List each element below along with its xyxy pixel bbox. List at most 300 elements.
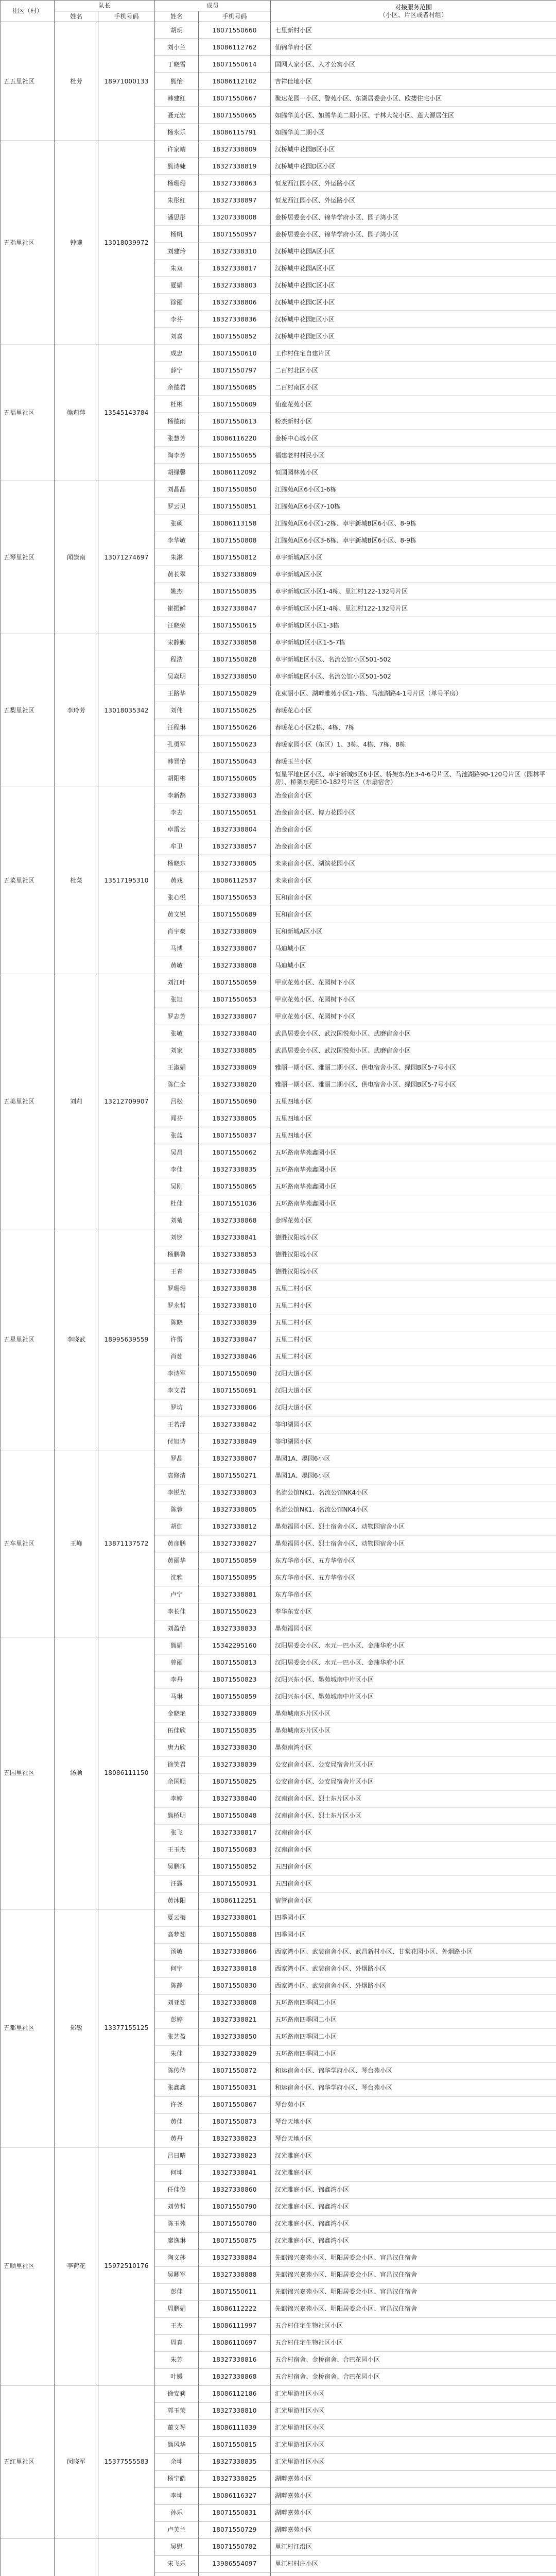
captain-phone xyxy=(98,2538,155,2576)
service-scope: 汉阳居委会小区、水元一巴小区、金蒲华府小区 xyxy=(271,1637,556,1654)
member-name: 牟卫 xyxy=(155,838,199,855)
service-scope: 五合村宿舍、金桥宿舍、合巴花园小区 xyxy=(271,2368,556,2385)
service-scope: 如腾华美二期小区 xyxy=(271,124,556,141)
service-scope: 五合村宿舍、金桥宿舍、合巴花园小区 xyxy=(271,2351,556,2368)
service-scope: 汇光里游社区小区 xyxy=(271,2436,556,2453)
service-scope: 汉光雅庭小区、锦鑫湾小区 xyxy=(271,2181,556,2198)
member-phone: 18327338829 xyxy=(199,2045,271,2062)
member-name: 马琳 xyxy=(155,1688,199,1705)
member-name: 熊怡 xyxy=(155,73,199,90)
member-name: 张艺盈 xyxy=(155,2028,199,2045)
member-name: 许家靖 xyxy=(155,141,199,158)
captain-name: 闵晓军 xyxy=(55,2385,98,2538)
captain-phone: 13377155125 xyxy=(98,1909,155,2147)
member-name: 吴焱明 xyxy=(155,668,199,685)
header-captain-name: 姓名 xyxy=(55,11,98,22)
captain-name: 郑敏 xyxy=(55,1909,98,2147)
member-name: 刘铭 xyxy=(155,1229,199,1246)
member-name: 成忠 xyxy=(155,345,199,362)
member-phone: 18327338850 xyxy=(199,2028,271,2045)
service-scope: 公安宿舍小区、公安局宿舍片区小区 xyxy=(271,1773,556,1790)
member-name: 陶李芳 xyxy=(155,447,199,464)
service-scope: 冶金宿舍小区 xyxy=(271,838,556,855)
table-row xyxy=(1,1909,556,1926)
member-phone: 18327338808 xyxy=(199,1994,271,2011)
member-phone: 18071550780 xyxy=(199,2215,271,2232)
service-scope: 冶金宿舍小区 xyxy=(271,787,556,804)
community-name: 五车里社区 xyxy=(1,1450,55,1637)
member-name: 张心悦 xyxy=(155,889,199,906)
service-scope: 汉南宿舍小区 xyxy=(271,1841,556,1858)
member-name: 张慧芳 xyxy=(155,430,199,447)
community-name: 五梨里社区 xyxy=(1,634,55,787)
member-name: 任佳俊 xyxy=(155,2181,199,2198)
service-scope: 汉桥城中花园D区小区 xyxy=(271,158,556,175)
table-row xyxy=(1,787,556,804)
service-scope: 聚达花园一小区、警苑小区、东湖居委会小区、欧搂住宅小区 xyxy=(271,90,556,107)
service-scope: 汉桥城中花园A区小区 xyxy=(271,243,556,260)
member-phone: 18327338809 xyxy=(199,141,271,158)
member-name: 袁修清 xyxy=(155,1467,199,1484)
service-scope: 湖畔嘉苑小区 xyxy=(271,2470,556,2487)
table-row xyxy=(1,2538,556,2555)
member-phone: 18071550659 xyxy=(199,974,271,991)
member-name: 徐丽 xyxy=(155,294,199,311)
member-name: 韩晋怡 xyxy=(155,753,199,770)
service-scope: 墨苑福园小区、烈士宿舍小区、动物园宿舍小区 xyxy=(271,1535,556,1552)
member-phone: 18327338809 xyxy=(199,566,271,583)
member-name: 卢芙兰 xyxy=(155,2521,199,2538)
member-phone: 18327338839 xyxy=(199,1314,271,1331)
member-name: 黄沐阳 xyxy=(155,1892,199,1909)
member-name: 熊诗婕 xyxy=(155,158,199,175)
member-name: 吴鹏珏 xyxy=(155,1858,199,1875)
member-name xyxy=(155,2572,199,2576)
member-name: 吕日晴 xyxy=(155,2147,199,2164)
member-name: 卓雷云 xyxy=(155,821,199,838)
member-name: 韩建红 xyxy=(155,90,199,107)
service-scope: 瓦和新城A区小区 xyxy=(271,923,556,940)
member-phone: 18071550623 xyxy=(199,1603,271,1620)
service-scope: 汉阳居委会小区、水元一巴小区、金蒲华府小区 xyxy=(271,1654,556,1671)
member-phone: 18327338809 xyxy=(199,1059,271,1076)
member-phone: 18071550651 xyxy=(199,804,271,821)
member-phone: 18327338803 xyxy=(199,1484,271,1501)
member-name: 李丹 xyxy=(155,1671,199,1688)
table-row xyxy=(1,481,556,498)
member-phone: 18071550812 xyxy=(199,549,271,566)
member-phone: 18071550828 xyxy=(199,651,271,668)
member-phone: 18327338845 xyxy=(199,1263,271,1280)
service-scope: 湖畔嘉苑小区 xyxy=(271,2487,556,2504)
member-phone: 18071550865 xyxy=(199,1178,271,1195)
captain-name xyxy=(55,2538,98,2576)
member-name: 罗永哲 xyxy=(155,1297,199,1314)
member-phone: 18071550667 xyxy=(199,90,271,107)
service-scope: 琴台天地小区 xyxy=(271,2130,556,2147)
service-scope: 墨苑南湾小区 xyxy=(271,1739,556,1756)
member-name: 唐力欣 xyxy=(155,1739,199,1756)
member-name: 汪程琳 xyxy=(155,719,199,736)
service-scope: 七里新村小区 xyxy=(271,22,556,39)
member-phone: 18327338850 xyxy=(199,668,271,685)
member-phone: 18071550888 xyxy=(199,1926,271,1943)
member-name: 杜彬 xyxy=(155,396,199,413)
member-name: 胡绿馨 xyxy=(155,464,199,481)
member-phone: 18071550813 xyxy=(199,1654,271,1671)
service-scope: 雅丽一期小区、雅丽二期小区、供电宿舍小区、绿园B区5-7号小区 xyxy=(271,1059,556,1076)
member-phone: 18327338884 xyxy=(199,2249,271,2266)
service-scope: 江腾苑A区6小区1-6栋 xyxy=(271,481,556,498)
member-name: 陈晓 xyxy=(155,1314,199,1331)
service-scope: 江腾苑A区6小区3-6栋、卓宇新城B区6小区、8-9栋 xyxy=(271,532,556,549)
service-scope: 公安宿舍小区、公安局宿舍片区小区 xyxy=(271,1756,556,1773)
service-scope: 五环路南华苑鑫园小区 xyxy=(271,1195,556,1212)
member-phone: 18071550653 xyxy=(199,889,271,906)
table-row xyxy=(1,2147,556,2164)
member-phone: 18327338809 xyxy=(199,923,271,940)
service-scope: 汉桥城中花园C区小区 xyxy=(271,294,556,311)
member-phone: 18071550625 xyxy=(199,702,271,719)
member-name: 罗坊 xyxy=(155,1399,199,1416)
member-phone: 18327338804 xyxy=(199,821,271,838)
member-phone: 18327338810 xyxy=(199,2402,271,2419)
member-name: 伍佳欣 xyxy=(155,1722,199,1739)
member-name: 曾丽 xyxy=(155,1654,199,1671)
member-name: 薛宁 xyxy=(155,362,199,379)
table-row xyxy=(1,974,556,991)
member-name: 张鑫鑫 xyxy=(155,2079,199,2096)
member-phone: 18327338805 xyxy=(199,855,271,872)
member-name: 黄文锐 xyxy=(155,906,199,923)
service-scope: 卓宇新城C区小区1-4栋、里江村122-132号片区 xyxy=(271,600,556,617)
table-row xyxy=(1,1229,556,1246)
member-phone: 18327338840 xyxy=(199,1025,271,1042)
member-name: 陶义莎 xyxy=(155,2249,199,2266)
service-scope: 德胜汉阳城小区 xyxy=(271,1246,556,1263)
member-phone: 13986554097 xyxy=(199,2555,271,2572)
table-row xyxy=(1,634,556,651)
captain-name: 刘莉 xyxy=(55,974,98,1229)
member-name: 张蓝 xyxy=(155,1127,199,1144)
captain-phone: 13517195310 xyxy=(98,787,155,974)
service-scope: 五里二村小区 xyxy=(271,1297,556,1314)
member-phone: 18071550610 xyxy=(199,345,271,362)
service-scope: 春暖家园小区（东区）1、3栋、4栋、7栋、8栋 xyxy=(271,736,556,753)
service-scope: 未来宿舍小区 xyxy=(271,872,556,889)
service-scope: 名流公馆NK1、名流公馆NK4小区 xyxy=(271,1501,556,1518)
service-scope: 甲京花苑小区、花园树下小区 xyxy=(271,1008,556,1025)
service-scope: 雅丽一期小区、雅丽二期小区、供电宿舍小区、绿园B区5-7号小区 xyxy=(271,1076,556,1093)
community-name: 五顺里社区 xyxy=(1,2147,55,2385)
member-phone: 18071550825 xyxy=(199,1773,271,1790)
service-scope: 花束丽小区、湖畔雅苑小区1-7栋、马池湖路4-1号片区（单号平房） xyxy=(271,685,556,702)
service-scope: 墨园1A、墨园6小区 xyxy=(271,1467,556,1484)
member-name: 罗云贝 xyxy=(155,498,199,515)
member-name: 周真 xyxy=(155,2334,199,2351)
service-scope: 五里四地小区 xyxy=(271,1127,556,1144)
member-name: 彭婷 xyxy=(155,2011,199,2028)
service-scope: 恒国园林苑小区 xyxy=(271,464,556,481)
service-scope: 瓦和宿舍小区 xyxy=(271,889,556,906)
service-scope: 汉南宿舍小区 xyxy=(271,1824,556,1841)
service-scope: 恒龙西江园小区、外运路小区 xyxy=(271,192,556,209)
service-scope: 汉光雅庭小区、锦鑫湾小区 xyxy=(271,2198,556,2215)
service-scope: 恒星平地E区小区、卓宇新城B区6小区、桥架东苑E3-4-6号片区、马池湖路90-120号片区（园林平房）、桥架东苑E10-182号片区（东扇宿舍） xyxy=(271,770,556,787)
member-phone: 18086112092 xyxy=(199,464,271,481)
member-name: 刘小兰 xyxy=(155,39,199,56)
member-phone: 18327338805 xyxy=(199,1110,271,1127)
member-phone: 18086111839 xyxy=(199,2419,271,2436)
member-phone: 18327338888 xyxy=(199,2266,271,2283)
member-phone: 18071550823 xyxy=(199,1671,271,1688)
member-phone: 18071550867 xyxy=(199,2096,271,2113)
member-name: 李新鹄 xyxy=(155,787,199,804)
community-name: 五福里社区 xyxy=(1,345,55,481)
member-name: 潘思彤 xyxy=(155,209,199,226)
member-name: 闻芬 xyxy=(155,1110,199,1127)
member-phone: 18327338817 xyxy=(199,260,271,277)
member-phone: 18071550662 xyxy=(199,1144,271,1161)
member-phone: 18071550830 xyxy=(199,1977,271,1994)
member-phone: 18086115791 xyxy=(199,124,271,141)
member-name: 李婷 xyxy=(155,1790,199,1807)
table-row xyxy=(1,2385,556,2402)
member-name: 何坤 xyxy=(155,2164,199,2181)
service-scope: 墨苑福园小区 xyxy=(271,1620,556,1637)
service-scope: 里江村村庄小区 xyxy=(271,2555,556,2572)
captain-name: 杜芳 xyxy=(55,22,98,141)
member-phone: 18327338847 xyxy=(199,600,271,617)
member-phone: 18327338858 xyxy=(199,634,271,651)
member-name: 李佳 xyxy=(155,1161,199,1178)
member-phone: 18327338868 xyxy=(199,2368,271,2385)
member-name: 许雷 xyxy=(155,1331,199,1348)
community-name: 五五里社区 xyxy=(1,22,55,141)
member-name: 肖宇豪 xyxy=(155,923,199,940)
member-phone: 18327338833 xyxy=(199,1620,271,1637)
service-scope: 德胜汉阳城小区 xyxy=(271,1263,556,1280)
service-scope: 卓宇新城E区小区、名流公馆小区501-502 xyxy=(271,651,556,668)
captain-name: 李玲芳 xyxy=(55,634,98,787)
member-name: 朱芳 xyxy=(155,2351,199,2368)
member-name: 周鹏娟 xyxy=(155,2300,199,2317)
service-scope: 卓宇新城E区小区、名流公馆小区501-502 xyxy=(271,668,556,685)
service-scope: 湖畔嘉苑小区 xyxy=(271,2521,556,2538)
member-phone: 18071551036 xyxy=(199,1195,271,1212)
service-scope: 金桥居委会小区、锦华学府小区、园子湾小区 xyxy=(271,209,556,226)
captain-phone: 13018035342 xyxy=(98,634,155,787)
service-scope: 春暖花心小区2栋、4栋、7栋 xyxy=(271,719,556,736)
service-scope: 卓宇新城A区小区 xyxy=(271,566,556,583)
service-scope: 西家湾小区、武装宿舍小区、外烟路小区 xyxy=(271,1960,556,1977)
captain-phone: 13071274697 xyxy=(98,481,155,634)
member-name: 夏娟 xyxy=(155,277,199,294)
member-phone: 18327338881 xyxy=(199,1586,271,1603)
service-scope: 五合村住宅生物社区小区 xyxy=(271,2334,556,2351)
member-name: 朱佳 xyxy=(155,2045,199,2062)
header-scope-title: 对接服务范围 xyxy=(395,3,432,11)
member-phone: 18327338885 xyxy=(199,1042,271,1059)
service-scope: 粉杰新村小区 xyxy=(271,413,556,430)
member-name: 吕松 xyxy=(155,1093,199,1110)
member-name: 吴昌 xyxy=(155,1144,199,1161)
member-name: 张敏 xyxy=(155,1025,199,1042)
member-phone: 18327338805 xyxy=(199,1501,271,1518)
community-name: 五指里社区 xyxy=(1,141,55,345)
captain-phone: 18995639559 xyxy=(98,1229,155,1450)
service-scope: 五环路南四季园二小区 xyxy=(271,2045,556,2062)
member-phone: 18071550875 xyxy=(199,2232,271,2249)
member-name: 罗志芳 xyxy=(155,1008,199,1025)
community-name: 五红里社区 xyxy=(1,2385,55,2538)
member-phone: 18086110697 xyxy=(199,2334,271,2351)
member-phone: 18327338820 xyxy=(199,1076,271,1093)
member-phone: 18071550815 xyxy=(199,2436,271,2453)
member-name: 彭佳 xyxy=(155,2283,199,2300)
service-scope: 五四宿舍小区 xyxy=(271,1858,556,1875)
member-name: 罗珊珊 xyxy=(155,1280,199,1297)
member-phone: 18086112537 xyxy=(199,872,271,889)
member-phone: 18071550655 xyxy=(199,447,271,464)
member-phone: 18327338860 xyxy=(199,2181,271,2198)
member-name: 聂元宏 xyxy=(155,107,199,124)
service-scope: 汉南宿舍小区、烈士东片区小区 xyxy=(271,1790,556,1807)
table-row xyxy=(1,1637,556,1654)
member-phone: 18071550626 xyxy=(199,719,271,736)
service-scope: 先麒锦兴嘉苑小区、明阳居委会小区、宫昌汉住宿舍 xyxy=(271,2300,556,2317)
service-scope: 五环路南四季园二小区 xyxy=(271,1994,556,2011)
service-scope: 湖畔嘉苑小区 xyxy=(271,2504,556,2521)
service-scope: 汇光里游社区小区 xyxy=(271,2453,556,2470)
service-scope: 马迪城小区 xyxy=(271,957,556,974)
service-scope: 未来宿舍小区、湖滨花园小区 xyxy=(271,855,556,872)
service-scope: 琴台苑小区 xyxy=(271,2096,556,2113)
member-phone: 18327338807 xyxy=(199,940,271,957)
member-name: 王路华 xyxy=(155,685,199,702)
member-name: 吴慰 xyxy=(155,2538,199,2555)
service-scope: 武昌居委会小区、武汉国悦苑小区、武磨宿舍小区 xyxy=(271,1025,556,1042)
service-scope: 五四宿舍小区 xyxy=(271,1875,556,1892)
member-phone: 18327338830 xyxy=(199,1739,271,1756)
service-scope: 五环路南华苑鑫园小区 xyxy=(271,1178,556,1195)
service-scope: 西家湾小区、武装宿舍小区、外烟路小区 xyxy=(271,1977,556,1994)
member-name: 黄丹 xyxy=(155,2130,199,2147)
member-phone: 18071550683 xyxy=(199,1841,271,1858)
service-scope: 汉阳大道小区 xyxy=(271,1365,556,1382)
member-phone: 18071550615 xyxy=(199,617,271,634)
service-scope: 武昌居委会小区、武汉国悦苑小区、武磨宿舍小区 xyxy=(271,1042,556,1059)
captain-phone: 13018039972 xyxy=(98,141,155,345)
member-phone: 18086116327 xyxy=(199,2487,271,2504)
service-scope: 墨苑城南东片区小区 xyxy=(271,1722,556,1739)
service-scope: 西家湾小区、武装宿舍小区、武昌新村小区、甘棠花园小区、外烟路小区 xyxy=(271,1943,556,1960)
service-scope: 福建老村村民小区 xyxy=(271,447,556,464)
member-name: 董文琴 xyxy=(155,2419,199,2436)
member-phone: 18071550837 xyxy=(199,1127,271,1144)
community-name xyxy=(1,2538,55,2576)
service-scope: 国网人家小区、人才公寓小区 xyxy=(271,56,556,73)
member-phone: 18071550835 xyxy=(199,1722,271,1739)
member-name: 熊娟 xyxy=(155,1637,199,1654)
service-scope: 二百村北区小区 xyxy=(271,362,556,379)
member-phone: 18071550859 xyxy=(199,1688,271,1705)
member-phone: 18071550665 xyxy=(199,107,271,124)
member-phone: 18071550790 xyxy=(199,2198,271,2215)
service-scope: 和运宿舍小区、锦华学府小区、琴台苑小区 xyxy=(271,2062,556,2079)
member-name: 杨宁皓 xyxy=(155,2470,199,2487)
member-phone: 18086112186 xyxy=(199,2385,271,2402)
community-name: 五美里社区 xyxy=(1,974,55,1229)
member-phone: 18086113158 xyxy=(199,515,271,532)
member-name: 刘晶晶 xyxy=(155,481,199,498)
service-scope: 汇光里游社区小区 xyxy=(271,2419,556,2436)
member-name: 杨德雨 xyxy=(155,413,199,430)
service-scope: 卓宇新城C区小区1-4栋、里江村122-132号片区 xyxy=(271,583,556,600)
service-scope: 汉桥城中花园A区小区 xyxy=(271,260,556,277)
member-phone: 18071550729 xyxy=(199,2521,271,2538)
member-phone: 18327338808 xyxy=(199,957,271,974)
member-phone: 18327338853 xyxy=(199,1246,271,1263)
captain-phone: 15972510176 xyxy=(98,2147,155,2385)
member-phone: 18327338866 xyxy=(199,1943,271,1960)
member-phone: 18086116220 xyxy=(199,430,271,447)
member-name: 孔勇军 xyxy=(155,736,199,753)
service-scope: 东方华帝小区、五方华帝小区 xyxy=(271,1552,556,1569)
community-name: 五菜里社区 xyxy=(1,787,55,974)
header-scope-subtitle: （小区、片区或者村组） xyxy=(379,11,448,19)
member-phone: 18327338847 xyxy=(199,1331,271,1348)
member-name: 胡玥 xyxy=(155,22,199,39)
member-name: 肖茹 xyxy=(155,1348,199,1365)
member-name: 王玉杰 xyxy=(155,1841,199,1858)
captain-name: 汤顺 xyxy=(55,1637,98,1909)
member-name: 付旭诗 xyxy=(155,1433,199,1450)
member-name: 廖逸琳 xyxy=(155,2232,199,2249)
member-phone: 18071550851 xyxy=(199,498,271,515)
service-scope: 四季园小区 xyxy=(271,1926,556,1943)
member-phone: 18071550271 xyxy=(199,1467,271,1484)
member-name: 刘劳哲 xyxy=(155,2198,199,2215)
member-name: 刘建玲 xyxy=(155,243,199,260)
member-name: 胡阳彬 xyxy=(155,770,199,787)
roster-body xyxy=(1,22,556,2576)
member-name: 李长佳 xyxy=(155,1603,199,1620)
member-phone: 18327338835 xyxy=(199,1161,271,1178)
member-phone: 18327338839 xyxy=(199,1756,271,1773)
service-scope: 五里二村小区 xyxy=(271,1331,556,1348)
service-scope: 和运宿舍小区、锦华学府小区、琴台苑小区 xyxy=(271,2079,556,2096)
member-name: 罗晶 xyxy=(155,1450,199,1467)
member-phone: 15342295160 xyxy=(199,1637,271,1654)
service-scope: 卓宇新城D区小区1-3栋 xyxy=(271,617,556,634)
member-name: 张旭 xyxy=(155,991,199,1008)
member-phone: 18327338817 xyxy=(199,1824,271,1841)
service-scope: 先麒锦兴嘉苑小区、明阳居委会小区、宫昌汉住宿舍 xyxy=(271,2249,556,2266)
service-scope: 汉阳兴东小区、墨苑城南中片区小区 xyxy=(271,1671,556,1688)
member-name: 黄敏 xyxy=(155,957,199,974)
service-scope: 甲京花苑小区、花园树下小区 xyxy=(271,991,556,1008)
member-name: 夏云梅 xyxy=(155,1909,199,1926)
captain-phone: 13871137572 xyxy=(98,1450,155,1637)
member-phone: 18071550835 xyxy=(199,583,271,600)
member-phone: 18327338807 xyxy=(199,1450,271,1467)
member-name: 余国顺 xyxy=(155,1773,199,1790)
member-phone: 18327338863 xyxy=(199,175,271,192)
member-phone: 18071550829 xyxy=(199,685,271,702)
service-scope: 江腾苑A区6小区7-10栋 xyxy=(271,498,556,515)
service-scope: 汉阳大道小区 xyxy=(271,1382,556,1399)
